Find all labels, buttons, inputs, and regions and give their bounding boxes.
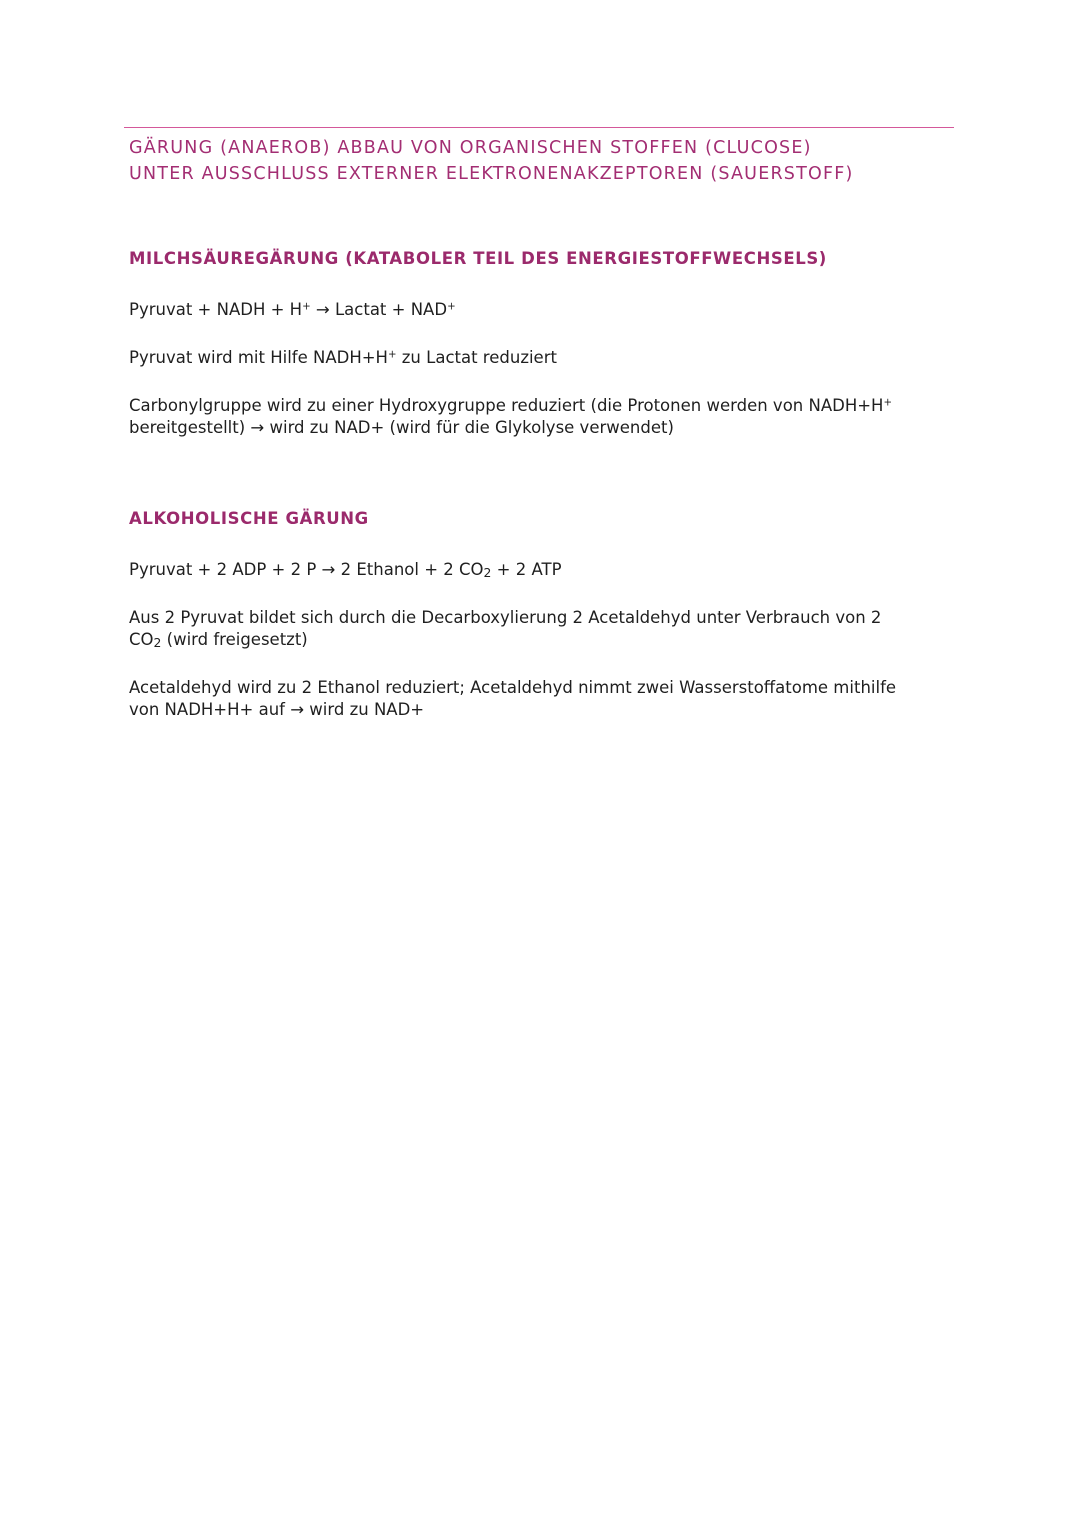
text-run: + 2 ATP — [491, 560, 562, 579]
ethanol-equation — [129, 559, 949, 581]
decarboxylation-text — [129, 607, 949, 651]
title-line-1: GÄRUNG (ANAEROB) ABBAU VON ORGANISCHEN STOFFEN (CLUCOSE) — [129, 138, 812, 158]
lactate-equation — [129, 299, 949, 321]
text-run: (wird freigesetzt) — [161, 630, 308, 649]
text-run: Pyruvat wird mit Hilfe NADH+H — [129, 348, 388, 367]
text-run: Pyruvat + NADH + H — [129, 300, 303, 319]
ethanol-equation-line — [129, 559, 949, 581]
lactate-equation-line — [129, 299, 949, 321]
paragraph-line — [129, 395, 949, 417]
text-run: zu Lactat reduziert — [396, 348, 557, 367]
subscript: 2 — [483, 565, 492, 580]
header-rule — [124, 127, 954, 128]
title-line-2: UNTER AUSSCHLUSS EXTERNER ELEKTRONENAKZEPTOREN (SAUERSTOFF) — [129, 164, 854, 184]
paragraph-line — [129, 629, 949, 651]
document-title — [129, 135, 949, 187]
paragraph-line: bereitgestellt) → wird zu NAD+ (wird für die Glykolyse verwendet) — [129, 418, 674, 437]
acetaldehyde-reduction-text — [129, 677, 949, 721]
paragraph-line: von NADH+H+ auf → wird zu NAD+ — [129, 700, 425, 719]
text-run: Pyruvat + 2 ADP + 2 P → 2 Ethanol + 2 CO — [129, 560, 484, 579]
section-heading-alkoholische-gaerung: ALKOHOLISCHE GÄRUNG — [129, 509, 369, 528]
section-heading-milchsaeuregaerung: MILCHSÄUREGÄRUNG (KATABOLER TEIL DES ENERGIESTOFFWECHSELS) — [129, 249, 827, 268]
carbonyl-reduction-text — [129, 395, 949, 439]
text-run: CO — [129, 630, 154, 649]
paragraph-line: Acetaldehyd wird zu 2 Ethanol reduziert; Acetaldehyd nimmt zwei Wasserstoffatome mithilfe — [129, 678, 897, 697]
text-run: Carbonylgruppe wird zu einer Hydroxygruppe reduziert (die Protonen werden von NADH+H — [129, 396, 884, 415]
paragraph-line: Aus 2 Pyruvat bildet sich durch die Decarboxylierung 2 Acetaldehyd unter Verbrauch von 2 — [129, 608, 882, 627]
paragraph-line — [129, 347, 949, 369]
superscript: + — [447, 301, 456, 313]
subscript: 2 — [153, 635, 162, 650]
superscript: + — [387, 349, 397, 361]
lactate-reduction-text — [129, 347, 949, 369]
superscript: + — [302, 301, 311, 313]
text-run: → Lactat + NAD — [310, 300, 448, 319]
superscript: + — [883, 397, 893, 409]
